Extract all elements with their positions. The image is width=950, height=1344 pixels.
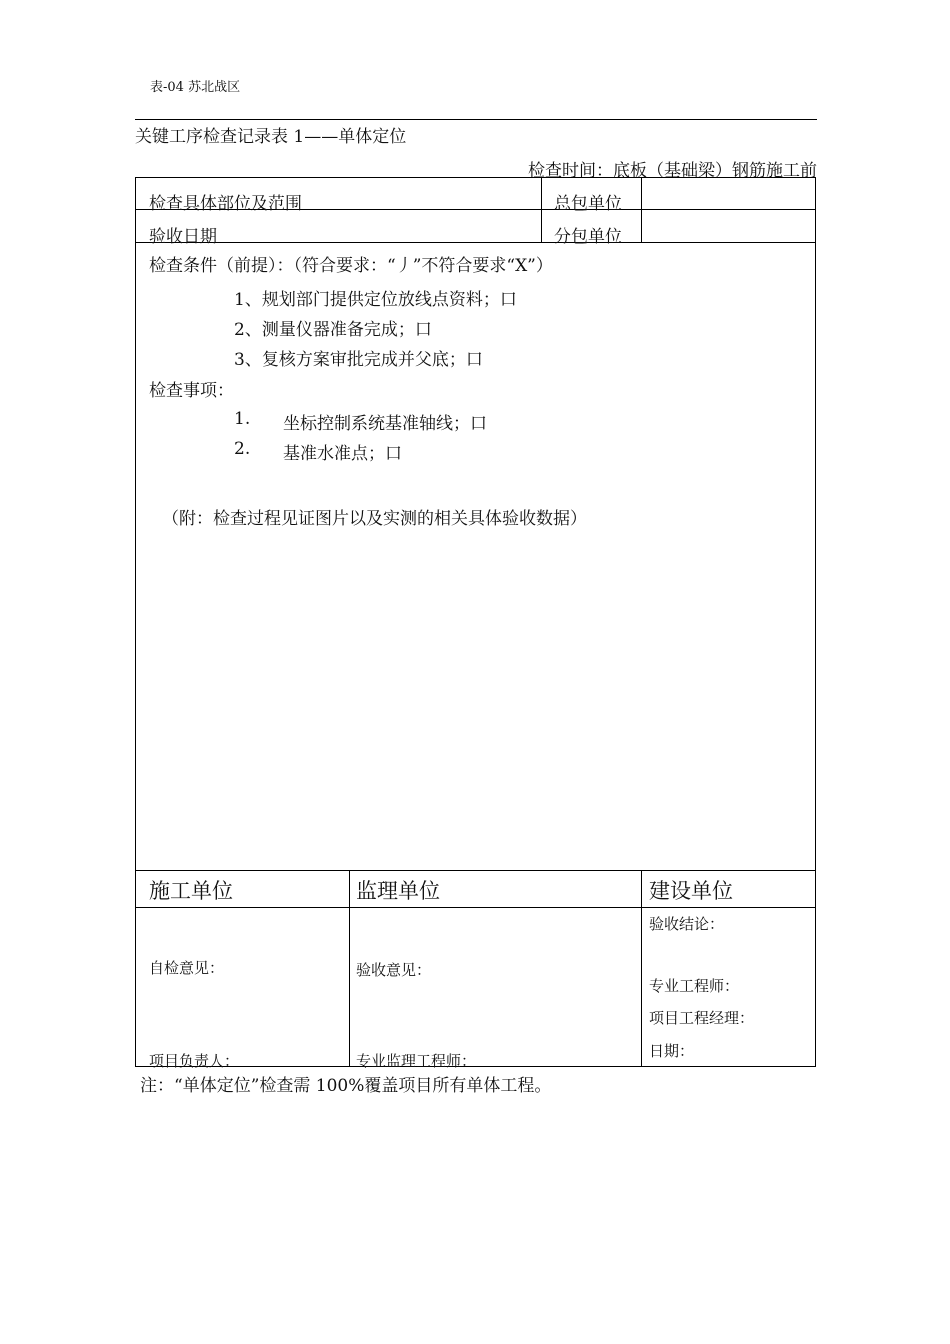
condition-item: 3、复核方案审批完成并父底；口: [234, 350, 483, 370]
condition-item: 2、测量仪器准备完成；口: [234, 320, 432, 340]
professional-engineer-label: 专业工程师：: [649, 977, 740, 995]
form-code: 表-04 苏北战区: [150, 80, 241, 95]
document-title: 关键工序检查记录表 1——单体定位: [135, 127, 407, 147]
construction-unit-heading: 施工单位: [149, 879, 233, 903]
inspection-item-number: 2.: [234, 439, 251, 459]
signature-col-divider-1: [349, 870, 350, 1067]
acceptance-date-label: 验收日期: [149, 227, 217, 247]
subcontractor-label: 分包单位: [554, 227, 622, 247]
condition-item: 1、规划部门提供定位放线点资料；口: [234, 290, 517, 310]
supervision-engineer-label: 专业监理工程师：: [356, 1052, 477, 1070]
inspection-item-number: 1.: [234, 409, 251, 429]
signature-head-divider: [135, 907, 816, 908]
col-divider-label: [541, 177, 542, 242]
acceptance-conclusion-label: 验收结论：: [649, 915, 725, 933]
project-responsible-label: 项目负责人：: [149, 1052, 240, 1070]
project-manager-label: 项目工程经理：: [649, 1009, 755, 1027]
header-rule: [135, 119, 817, 120]
row-divider-2: [135, 242, 816, 243]
col-divider-value: [641, 177, 642, 242]
scope-label: 检查具体部位及范围: [149, 194, 302, 214]
supervision-unit-heading: 监理单位: [356, 879, 440, 903]
signature-top-divider: [135, 870, 816, 871]
check-time: 检查时间：底板（基础梁）钢筋施工前: [528, 161, 817, 181]
general-contractor-label: 总包单位: [554, 194, 622, 214]
date-label: 日期：: [649, 1042, 695, 1060]
supervision-opinion-label: 验收意见：: [356, 961, 432, 979]
attachment-note: （附：检查过程见证图片以及实测的相关具体验收数据）: [162, 509, 587, 529]
signature-col-divider-2: [641, 870, 642, 1067]
inspection-item-text: 坐标控制系统基准轴线；口: [283, 414, 487, 434]
inspection-heading: 检查事项：: [149, 381, 234, 401]
conditions-heading: 检查条件（前提）：（符合要求：“丿”不符合要求“X”）: [149, 256, 553, 276]
footnote: 注：“单体定位”检查需 100%覆盖项目所有单体工程。: [140, 1076, 552, 1096]
inspection-item-text: 基准水准点；口: [283, 444, 402, 464]
owner-unit-heading: 建设单位: [649, 879, 733, 903]
self-check-opinion-label: 自检意见：: [149, 959, 225, 977]
